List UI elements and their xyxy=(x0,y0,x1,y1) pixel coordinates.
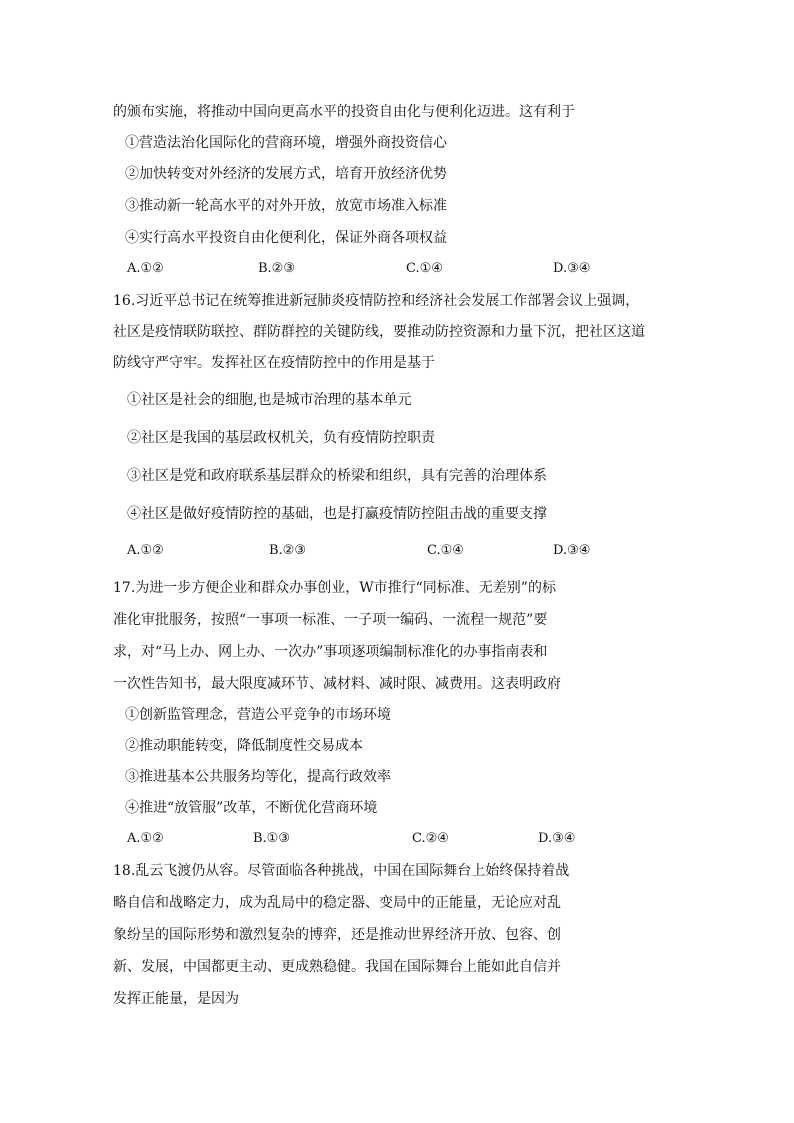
q16-item: ①社区是社会的细胞,也是城市治理的基本单元 xyxy=(127,392,412,408)
q17-stem-line: 准化审批服务，按照“一事项一标准、一子项一编码、一流程一规范”要 xyxy=(113,612,548,628)
q18-stem-line: 发挥正能量，是因为 xyxy=(113,991,239,1007)
q16-item: ②社区是我国的基层政权机关，负有疫情防控职责 xyxy=(127,430,435,446)
option-b: B.②③ xyxy=(258,261,295,276)
q17-item: ④推进“放管服”改革，不断优化营商环境 xyxy=(125,800,378,816)
q16-stem-line: 防线守严守牢。发挥社区在疫情防控中的作用是基于 xyxy=(113,355,435,371)
q16-item: ④社区是做好疫情防控的基础，也是打赢疫情防控阻击战的重要支撑 xyxy=(127,506,547,522)
q16-stem-line: 社区是疫情联防联控、群防群控的关键防线，要推动防控资源和力量下沉，把社区这道 xyxy=(113,324,645,340)
q16-item: ③社区是党和政府联系基层群众的桥梁和组织，具有完善的治理体系 xyxy=(127,468,547,484)
option-d: D.③④ xyxy=(553,261,591,276)
q16-option-c: C.①④ xyxy=(427,543,464,558)
intro-line: 的颁布实施，将推动中国向更高水平的投资自由化与便利化迈进。这有利于 xyxy=(113,104,575,120)
q17-option-b: B.①③ xyxy=(253,831,290,846)
intro-item: ③推动新一轮高水平的对外开放，放宽市场准入标准 xyxy=(125,198,447,214)
q16-stem-line: 16.习近平总书记在统筹推进新冠肺炎疫情防控和经济社会发展工作部署会议上强调， xyxy=(113,293,640,309)
q17-option-d: D.③④ xyxy=(538,831,576,846)
q18-stem-line: 新、发展，中国都更主动、更成熟稳健。我国在国际舞台上能如此自信并 xyxy=(113,959,561,975)
intro-item: ④实行高水平投资自由化便利化，保证外商各项权益 xyxy=(125,230,447,246)
option-a: A.①② xyxy=(127,261,164,276)
q17-option-c: C.②④ xyxy=(412,831,449,846)
q17-item: ①创新监管理念，营造公平竞争的市场环境 xyxy=(125,707,391,723)
q18-stem-line: 略自信和战略定力，成为乱局中的稳定器、变局中的正能量，无论应对乱 xyxy=(113,895,561,911)
q16-option-a: A.①② xyxy=(127,543,164,558)
q17-stem-line: 求，对“马上办、网上办、一次办”事项逐项编制标准化的办事指南表和 xyxy=(113,644,548,660)
q17-stem-line: 一次性告知书，最大限度减环节、减材料、减时限、减费用。这表明政府 xyxy=(113,676,561,692)
q18-stem-line: 18.乱云飞渡仍从容。尽管面临各种挑战，中国在国际舞台上始终保持着战 xyxy=(113,863,570,879)
q18-stem-line: 象纷呈的国际形势和激烈复杂的博弈，还是推动世界经济开放、包容、创 xyxy=(113,927,561,943)
option-c: C.①④ xyxy=(406,261,443,276)
q16-option-b: B.②③ xyxy=(269,543,306,558)
intro-item: ②加快转变对外经济的发展方式，培育开放经济优势 xyxy=(125,166,447,182)
intro-item: ①营造法治化国际化的营商环境，增强外商投资信心 xyxy=(125,135,447,151)
q17-item: ②推动职能转变，降低制度性交易成本 xyxy=(125,738,363,754)
q16-option-d: D.③④ xyxy=(553,543,591,558)
q17-stem-line: 17.为进一步方便企业和群众办事创业，W市推行“同标准、无差别”的标 xyxy=(113,580,556,596)
q17-item: ③推进基本公共服务均等化，提高行政效率 xyxy=(125,769,391,785)
q17-option-a: A.①② xyxy=(127,831,164,846)
